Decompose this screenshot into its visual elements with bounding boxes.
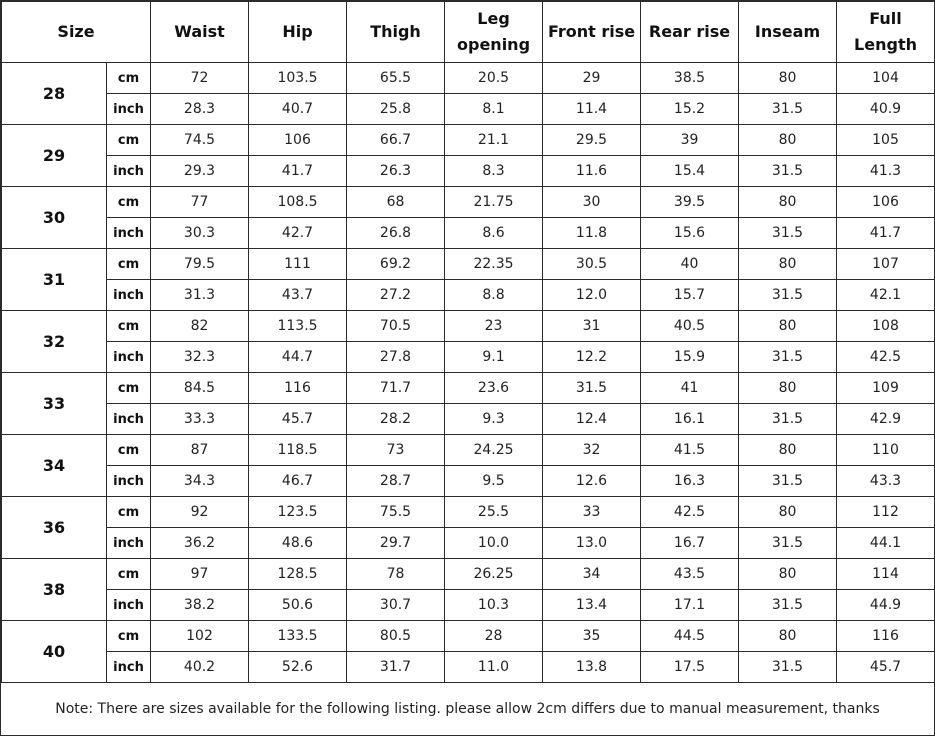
table-header	[2, 2, 935, 63]
cell-hip: 123.5	[249, 497, 347, 528]
unit-label-inch: inch	[107, 590, 151, 621]
cell-rear-rise: 40.5	[641, 311, 739, 342]
unit-label-cm: cm	[107, 63, 151, 94]
cell-full-length: 45.7	[837, 652, 935, 683]
cell-full-length: 42.5	[837, 342, 935, 373]
cell-rear-rise: 39.5	[641, 187, 739, 218]
cell-thigh: 69.2	[347, 249, 445, 280]
cell-rear-rise: 41.5	[641, 435, 739, 466]
unit-label-cm: cm	[107, 249, 151, 280]
cell-rear-rise: 17.1	[641, 590, 739, 621]
cell-full-length: 41.3	[837, 156, 935, 187]
cell-front-rise: 31	[543, 311, 641, 342]
header-front-rise: Front rise	[543, 2, 641, 63]
cell-inseam: 80	[739, 559, 837, 590]
unit-label-cm: cm	[107, 311, 151, 342]
cell-inseam: 31.5	[739, 652, 837, 683]
cell-waist: 82	[151, 311, 249, 342]
cell-thigh: 68	[347, 187, 445, 218]
cell-front-rise: 33	[543, 497, 641, 528]
header-thigh: Thigh	[347, 2, 445, 63]
size-label: 32	[2, 311, 107, 373]
cell-leg-opening: 8.1	[445, 94, 543, 125]
unit-label-inch: inch	[107, 218, 151, 249]
cell-waist: 72	[151, 63, 249, 94]
cell-full-length: 112	[837, 497, 935, 528]
cell-leg-opening: 11.0	[445, 652, 543, 683]
cell-waist: 74.5	[151, 125, 249, 156]
cell-thigh: 65.5	[347, 63, 445, 94]
cell-front-rise: 12.0	[543, 280, 641, 311]
cell-leg-opening: 8.6	[445, 218, 543, 249]
cell-inseam: 80	[739, 63, 837, 94]
cell-leg-opening: 26.25	[445, 559, 543, 590]
cell-front-rise: 12.6	[543, 466, 641, 497]
cell-waist: 84.5	[151, 373, 249, 404]
cell-inseam: 80	[739, 435, 837, 466]
size-label: 40	[2, 621, 107, 683]
size-label: 30	[2, 187, 107, 249]
table-row-36-cm	[2, 497, 935, 528]
cell-hip: 43.7	[249, 280, 347, 311]
cell-full-length: 40.9	[837, 94, 935, 125]
cell-full-length: 110	[837, 435, 935, 466]
cell-rear-rise: 40	[641, 249, 739, 280]
cell-front-rise: 31.5	[543, 373, 641, 404]
cell-hip: 106	[249, 125, 347, 156]
table-row-40-inch	[2, 652, 935, 683]
cell-leg-opening: 22.35	[445, 249, 543, 280]
cell-front-rise: 29	[543, 63, 641, 94]
table-row-32-cm	[2, 311, 935, 342]
unit-label-cm: cm	[107, 559, 151, 590]
cell-thigh: 73	[347, 435, 445, 466]
size-label: 29	[2, 125, 107, 187]
unit-label-inch: inch	[107, 280, 151, 311]
cell-full-length: 42.1	[837, 280, 935, 311]
unit-label-cm: cm	[107, 621, 151, 652]
cell-rear-rise: 15.4	[641, 156, 739, 187]
cell-rear-rise: 15.9	[641, 342, 739, 373]
cell-front-rise: 35	[543, 621, 641, 652]
cell-leg-opening: 23	[445, 311, 543, 342]
table-row-30-inch	[2, 218, 935, 249]
cell-thigh: 26.8	[347, 218, 445, 249]
cell-front-rise: 34	[543, 559, 641, 590]
size-table	[1, 1, 935, 683]
table-row-31-cm	[2, 249, 935, 280]
unit-label-inch: inch	[107, 156, 151, 187]
cell-hip: 46.7	[249, 466, 347, 497]
cell-front-rise: 29.5	[543, 125, 641, 156]
cell-full-length: 116	[837, 621, 935, 652]
cell-front-rise: 13.4	[543, 590, 641, 621]
cell-waist: 29.3	[151, 156, 249, 187]
cell-hip: 41.7	[249, 156, 347, 187]
cell-front-rise: 11.8	[543, 218, 641, 249]
table-row-28-inch	[2, 94, 935, 125]
table-row-36-inch	[2, 528, 935, 559]
cell-rear-rise: 16.3	[641, 466, 739, 497]
cell-hip: 44.7	[249, 342, 347, 373]
table-row-29-inch	[2, 156, 935, 187]
cell-full-length: 44.9	[837, 590, 935, 621]
cell-rear-rise: 43.5	[641, 559, 739, 590]
cell-thigh: 30.7	[347, 590, 445, 621]
cell-front-rise: 13.0	[543, 528, 641, 559]
cell-waist: 40.2	[151, 652, 249, 683]
table-row-31-inch	[2, 280, 935, 311]
cell-rear-rise: 39	[641, 125, 739, 156]
cell-thigh: 27.8	[347, 342, 445, 373]
size-label: 33	[2, 373, 107, 435]
cell-front-rise: 11.4	[543, 94, 641, 125]
cell-front-rise: 13.8	[543, 652, 641, 683]
cell-leg-opening: 23.6	[445, 373, 543, 404]
cell-hip: 116	[249, 373, 347, 404]
cell-inseam: 31.5	[739, 342, 837, 373]
header-hip: Hip	[249, 2, 347, 63]
cell-front-rise: 11.6	[543, 156, 641, 187]
cell-hip: 128.5	[249, 559, 347, 590]
cell-hip: 48.6	[249, 528, 347, 559]
table-row-29-cm	[2, 125, 935, 156]
cell-waist: 32.3	[151, 342, 249, 373]
cell-leg-opening: 10.3	[445, 590, 543, 621]
unit-label-inch: inch	[107, 342, 151, 373]
cell-hip: 133.5	[249, 621, 347, 652]
cell-front-rise: 30.5	[543, 249, 641, 280]
cell-thigh: 71.7	[347, 373, 445, 404]
cell-rear-rise: 15.7	[641, 280, 739, 311]
unit-label-cm: cm	[107, 497, 151, 528]
cell-waist: 33.3	[151, 404, 249, 435]
cell-rear-rise: 41	[641, 373, 739, 404]
cell-full-length: 108	[837, 311, 935, 342]
table-row-38-cm	[2, 559, 935, 590]
cell-waist: 34.3	[151, 466, 249, 497]
cell-hip: 113.5	[249, 311, 347, 342]
cell-leg-opening: 8.3	[445, 156, 543, 187]
header-full-length: Full Length	[837, 2, 935, 63]
cell-full-length: 41.7	[837, 218, 935, 249]
cell-waist: 38.2	[151, 590, 249, 621]
cell-leg-opening: 20.5	[445, 63, 543, 94]
cell-full-length: 43.3	[837, 466, 935, 497]
cell-hip: 40.7	[249, 94, 347, 125]
header-inseam: Inseam	[739, 2, 837, 63]
cell-inseam: 80	[739, 373, 837, 404]
size-label: 38	[2, 559, 107, 621]
cell-full-length: 107	[837, 249, 935, 280]
cell-hip: 118.5	[249, 435, 347, 466]
cell-rear-rise: 38.5	[641, 63, 739, 94]
cell-thigh: 75.5	[347, 497, 445, 528]
cell-leg-opening: 21.75	[445, 187, 543, 218]
cell-thigh: 78	[347, 559, 445, 590]
cell-full-length: 44.1	[837, 528, 935, 559]
unit-label-cm: cm	[107, 125, 151, 156]
cell-thigh: 29.7	[347, 528, 445, 559]
cell-inseam: 80	[739, 311, 837, 342]
header-row	[2, 2, 935, 63]
cell-waist: 30.3	[151, 218, 249, 249]
table-row-30-cm	[2, 187, 935, 218]
cell-inseam: 31.5	[739, 466, 837, 497]
cell-rear-rise: 15.6	[641, 218, 739, 249]
cell-inseam: 31.5	[739, 156, 837, 187]
note-text: Note: There are sizes available for the following listing. please allow 2cm differs due to manual measurement, thanks	[55, 701, 880, 717]
cell-leg-opening: 8.8	[445, 280, 543, 311]
cell-front-rise: 12.4	[543, 404, 641, 435]
cell-thigh: 27.2	[347, 280, 445, 311]
cell-waist: 97	[151, 559, 249, 590]
cell-leg-opening: 25.5	[445, 497, 543, 528]
cell-inseam: 31.5	[739, 94, 837, 125]
header-waist: Waist	[151, 2, 249, 63]
cell-inseam: 31.5	[739, 528, 837, 559]
cell-hip: 103.5	[249, 63, 347, 94]
cell-thigh: 31.7	[347, 652, 445, 683]
cell-front-rise: 30	[543, 187, 641, 218]
cell-inseam: 31.5	[739, 280, 837, 311]
table-row-33-inch	[2, 404, 935, 435]
cell-thigh: 26.3	[347, 156, 445, 187]
cell-hip: 42.7	[249, 218, 347, 249]
cell-inseam: 80	[739, 497, 837, 528]
table-row-40-cm	[2, 621, 935, 652]
cell-waist: 79.5	[151, 249, 249, 280]
cell-hip: 108.5	[249, 187, 347, 218]
size-label: 34	[2, 435, 107, 497]
cell-rear-rise: 15.2	[641, 94, 739, 125]
cell-thigh: 70.5	[347, 311, 445, 342]
unit-label-cm: cm	[107, 435, 151, 466]
cell-inseam: 31.5	[739, 590, 837, 621]
cell-full-length: 42.9	[837, 404, 935, 435]
cell-hip: 52.6	[249, 652, 347, 683]
cell-leg-opening: 10.0	[445, 528, 543, 559]
table-row-34-inch	[2, 466, 935, 497]
cell-thigh: 28.2	[347, 404, 445, 435]
cell-thigh: 25.8	[347, 94, 445, 125]
cell-leg-opening: 21.1	[445, 125, 543, 156]
cell-leg-opening: 9.3	[445, 404, 543, 435]
table-row-33-cm	[2, 373, 935, 404]
cell-rear-rise: 44.5	[641, 621, 739, 652]
cell-inseam: 31.5	[739, 404, 837, 435]
cell-full-length: 109	[837, 373, 935, 404]
size-label: 31	[2, 249, 107, 311]
cell-rear-rise: 42.5	[641, 497, 739, 528]
cell-leg-opening: 9.1	[445, 342, 543, 373]
cell-thigh: 80.5	[347, 621, 445, 652]
unit-label-inch: inch	[107, 652, 151, 683]
size-label: 36	[2, 497, 107, 559]
cell-front-rise: 12.2	[543, 342, 641, 373]
cell-waist: 87	[151, 435, 249, 466]
cell-inseam: 80	[739, 187, 837, 218]
cell-hip: 111	[249, 249, 347, 280]
cell-leg-opening: 28	[445, 621, 543, 652]
cell-inseam: 80	[739, 125, 837, 156]
cell-waist: 36.2	[151, 528, 249, 559]
unit-label-inch: inch	[107, 94, 151, 125]
cell-front-rise: 32	[543, 435, 641, 466]
cell-waist: 102	[151, 621, 249, 652]
cell-inseam: 80	[739, 249, 837, 280]
cell-waist: 92	[151, 497, 249, 528]
table-row-38-inch	[2, 590, 935, 621]
unit-label-inch: inch	[107, 404, 151, 435]
table-row-34-cm	[2, 435, 935, 466]
cell-hip: 50.6	[249, 590, 347, 621]
cell-waist: 28.3	[151, 94, 249, 125]
cell-waist: 31.3	[151, 280, 249, 311]
cell-leg-opening: 9.5	[445, 466, 543, 497]
cell-full-length: 114	[837, 559, 935, 590]
cell-hip: 45.7	[249, 404, 347, 435]
cell-rear-rise: 16.1	[641, 404, 739, 435]
table-body	[2, 63, 935, 683]
cell-thigh: 28.7	[347, 466, 445, 497]
table-row-32-inch	[2, 342, 935, 373]
cell-full-length: 105	[837, 125, 935, 156]
cell-leg-opening: 24.25	[445, 435, 543, 466]
unit-label-cm: cm	[107, 187, 151, 218]
table-row-28-cm	[2, 63, 935, 94]
header-rear-rise: Rear rise	[641, 2, 739, 63]
unit-label-inch: inch	[107, 528, 151, 559]
cell-full-length: 106	[837, 187, 935, 218]
unit-label-cm: cm	[107, 373, 151, 404]
cell-rear-rise: 16.7	[641, 528, 739, 559]
cell-inseam: 80	[739, 621, 837, 652]
cell-thigh: 66.7	[347, 125, 445, 156]
cell-waist: 77	[151, 187, 249, 218]
unit-label-inch: inch	[107, 466, 151, 497]
header-size: Size	[2, 2, 151, 63]
cell-inseam: 31.5	[739, 218, 837, 249]
cell-full-length: 104	[837, 63, 935, 94]
size-label: 28	[2, 63, 107, 125]
header-leg-opening: Leg opening	[445, 2, 543, 63]
cell-rear-rise: 17.5	[641, 652, 739, 683]
